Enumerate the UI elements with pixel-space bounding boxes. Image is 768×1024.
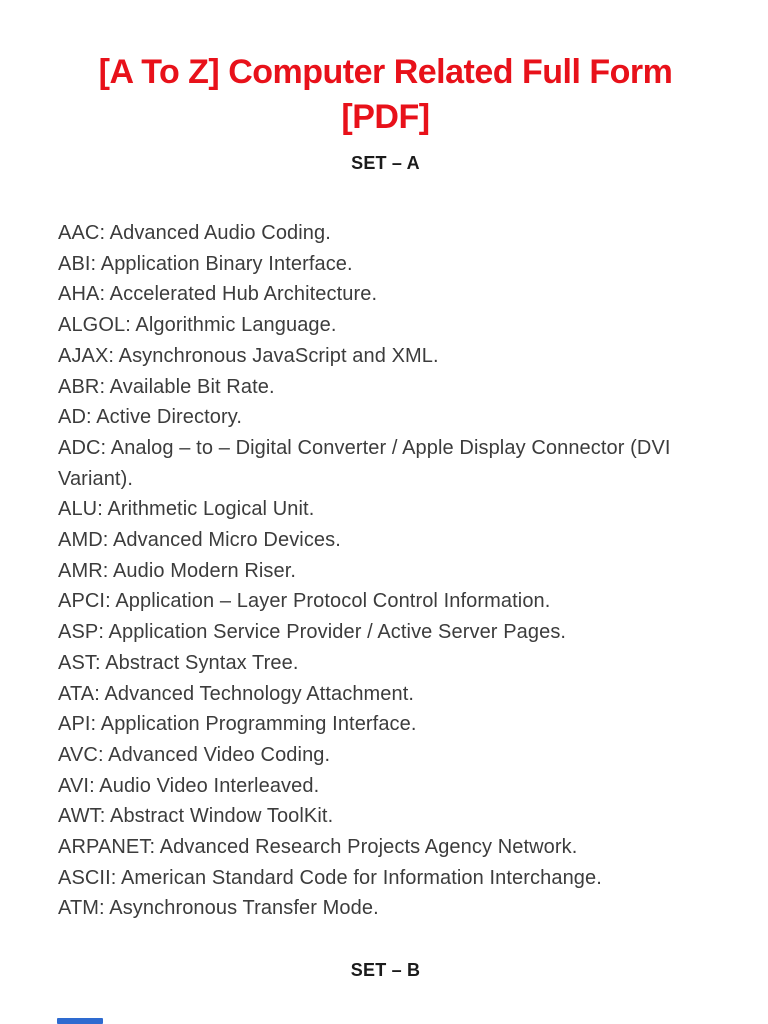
- glossary-entry: AAC: Advanced Audio Coding.: [58, 222, 331, 244]
- page-title: [50, 50, 721, 140]
- glossary-entry: AWT: Abstract Window ToolKit.: [58, 805, 334, 828]
- glossary-entry: ALU: Arithmetic Logical Unit.: [58, 498, 315, 521]
- glossary-entry: AHA: Accelerated Hub Architecture.: [58, 283, 378, 306]
- glossary-entry: AD: Active Directory.: [58, 406, 243, 429]
- section-set-a: [58, 153, 713, 924]
- glossary-entry: ASP: Application Service Provider / Active Server Pages.: [58, 621, 567, 644]
- glossary-entry: AMD: Advanced Micro Devices.: [58, 529, 341, 552]
- glossary-entry: ABR: Available Bit Rate.: [58, 375, 275, 398]
- glossary-entry: ARPANET: Advanced Research Projects Agency Network.: [58, 836, 578, 859]
- glossary-entry: ATM: Asynchronous Transfer Mode.: [58, 897, 379, 920]
- glossary-entry: ASCII: American Standard Code for Information Interchange.: [58, 866, 602, 889]
- glossary-entry: API: Application Programming Interface.: [58, 713, 417, 736]
- glossary-entry: AST: Abstract Syntax Tree.: [58, 651, 299, 674]
- glossary-entry: AVC: Advanced Video Coding.: [58, 743, 331, 766]
- glossary-list: [58, 218, 713, 924]
- section-heading-set-b: SET – B: [350, 960, 421, 981]
- page-title-line-1: [A To Z] Computer Related Full Form: [98, 53, 673, 91]
- section-heading-set-a: SET – A: [351, 153, 420, 173]
- clipped-blue-text-fragment: [57, 1018, 103, 1024]
- glossary-entry: ALGOL: Algorithmic Language.: [58, 314, 337, 337]
- glossary-entry: AJAX: Asynchronous JavaScript and XML.: [58, 344, 439, 367]
- glossary-entry: APCI: Application – Layer Protocol Control Information.: [58, 590, 551, 613]
- glossary-entry: ABI: Application Binary Interface.: [58, 252, 353, 275]
- glossary-entry: AMR: Audio Modern Riser.: [58, 559, 297, 582]
- glossary-entry: ATA: Advanced Technology Attachment.: [58, 682, 415, 705]
- page-title-line-2: [PDF]: [341, 98, 430, 136]
- glossary-entry: ADC: Analog – to – Digital Converter / Apple Display Connector (DVI Variant).: [58, 436, 671, 490]
- glossary-entry: AVI: Audio Video Interleaved.: [58, 774, 320, 797]
- section-set-b: [58, 960, 713, 981]
